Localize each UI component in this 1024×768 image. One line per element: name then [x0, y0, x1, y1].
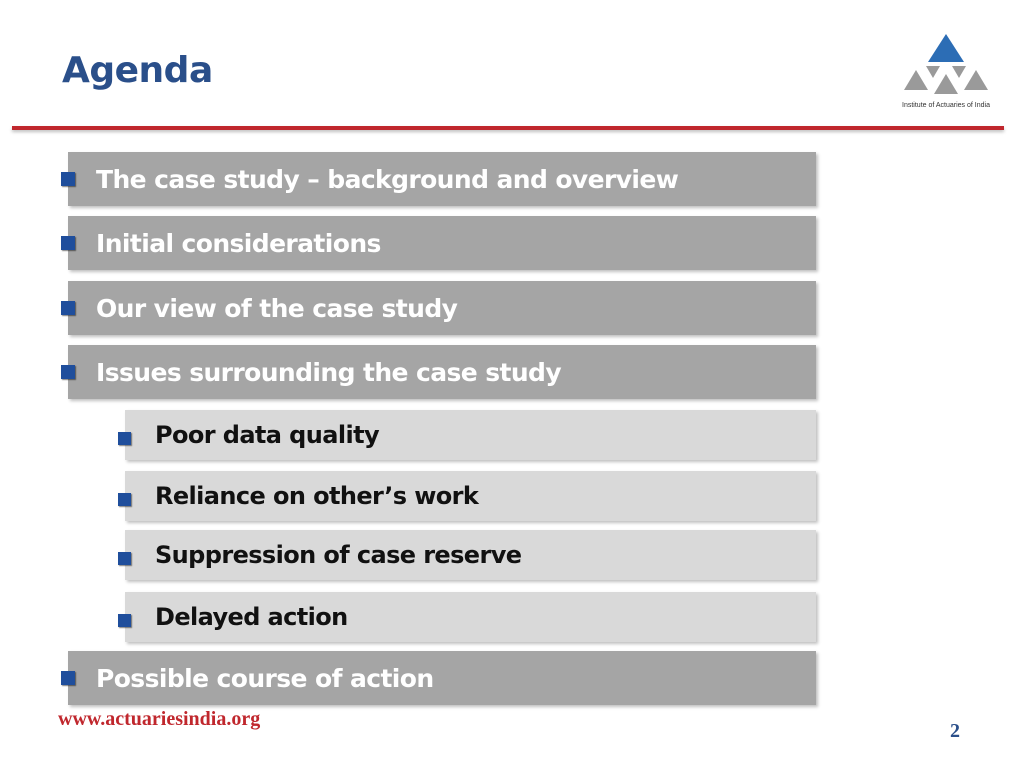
- title-divider: [12, 126, 1004, 130]
- agenda-item-label: Initial considerations: [96, 228, 381, 258]
- square-bullet-icon: [118, 432, 131, 445]
- agenda-item-4: [68, 345, 816, 399]
- square-bullet-icon: [61, 365, 75, 379]
- agenda-subitem-3: [125, 530, 816, 580]
- page-title: Agenda: [62, 50, 213, 91]
- square-bullet-icon: [118, 493, 131, 506]
- agenda-subitem-4: [125, 592, 816, 642]
- footer-website-link[interactable]: www.actuariesindia.org: [58, 708, 261, 730]
- agenda-subitem-label: Delayed action: [155, 603, 348, 631]
- agenda-item-5: [68, 651, 816, 705]
- agenda-item-2: [68, 216, 816, 270]
- agenda-subitem-label: Poor data quality: [155, 421, 379, 449]
- triangle-logo-icon: [896, 30, 996, 102]
- square-bullet-icon: [61, 671, 75, 685]
- agenda-item-1: [68, 152, 816, 206]
- agenda-item-label: Possible course of action: [96, 663, 434, 693]
- square-bullet-icon: [118, 552, 131, 565]
- agenda-item-label: Our view of the case study: [96, 293, 458, 323]
- square-bullet-icon: [61, 301, 75, 315]
- page-number: 2: [950, 720, 960, 742]
- square-bullet-icon: [61, 236, 75, 250]
- institute-logo: [896, 30, 996, 114]
- agenda-subitem-label: Reliance on other’s work: [155, 482, 479, 510]
- agenda-item-label: Issues surrounding the case study: [96, 357, 562, 387]
- agenda-item-label: The case study – background and overview: [96, 164, 679, 194]
- logo-caption: Institute of Actuaries of India: [902, 102, 990, 109]
- agenda-subitem-label: Suppression of case reserve: [155, 541, 522, 569]
- agenda-item-3: [68, 281, 816, 335]
- agenda-subitem-1: [125, 410, 816, 460]
- agenda-subitem-2: [125, 471, 816, 521]
- square-bullet-icon: [61, 172, 75, 186]
- square-bullet-icon: [118, 614, 131, 627]
